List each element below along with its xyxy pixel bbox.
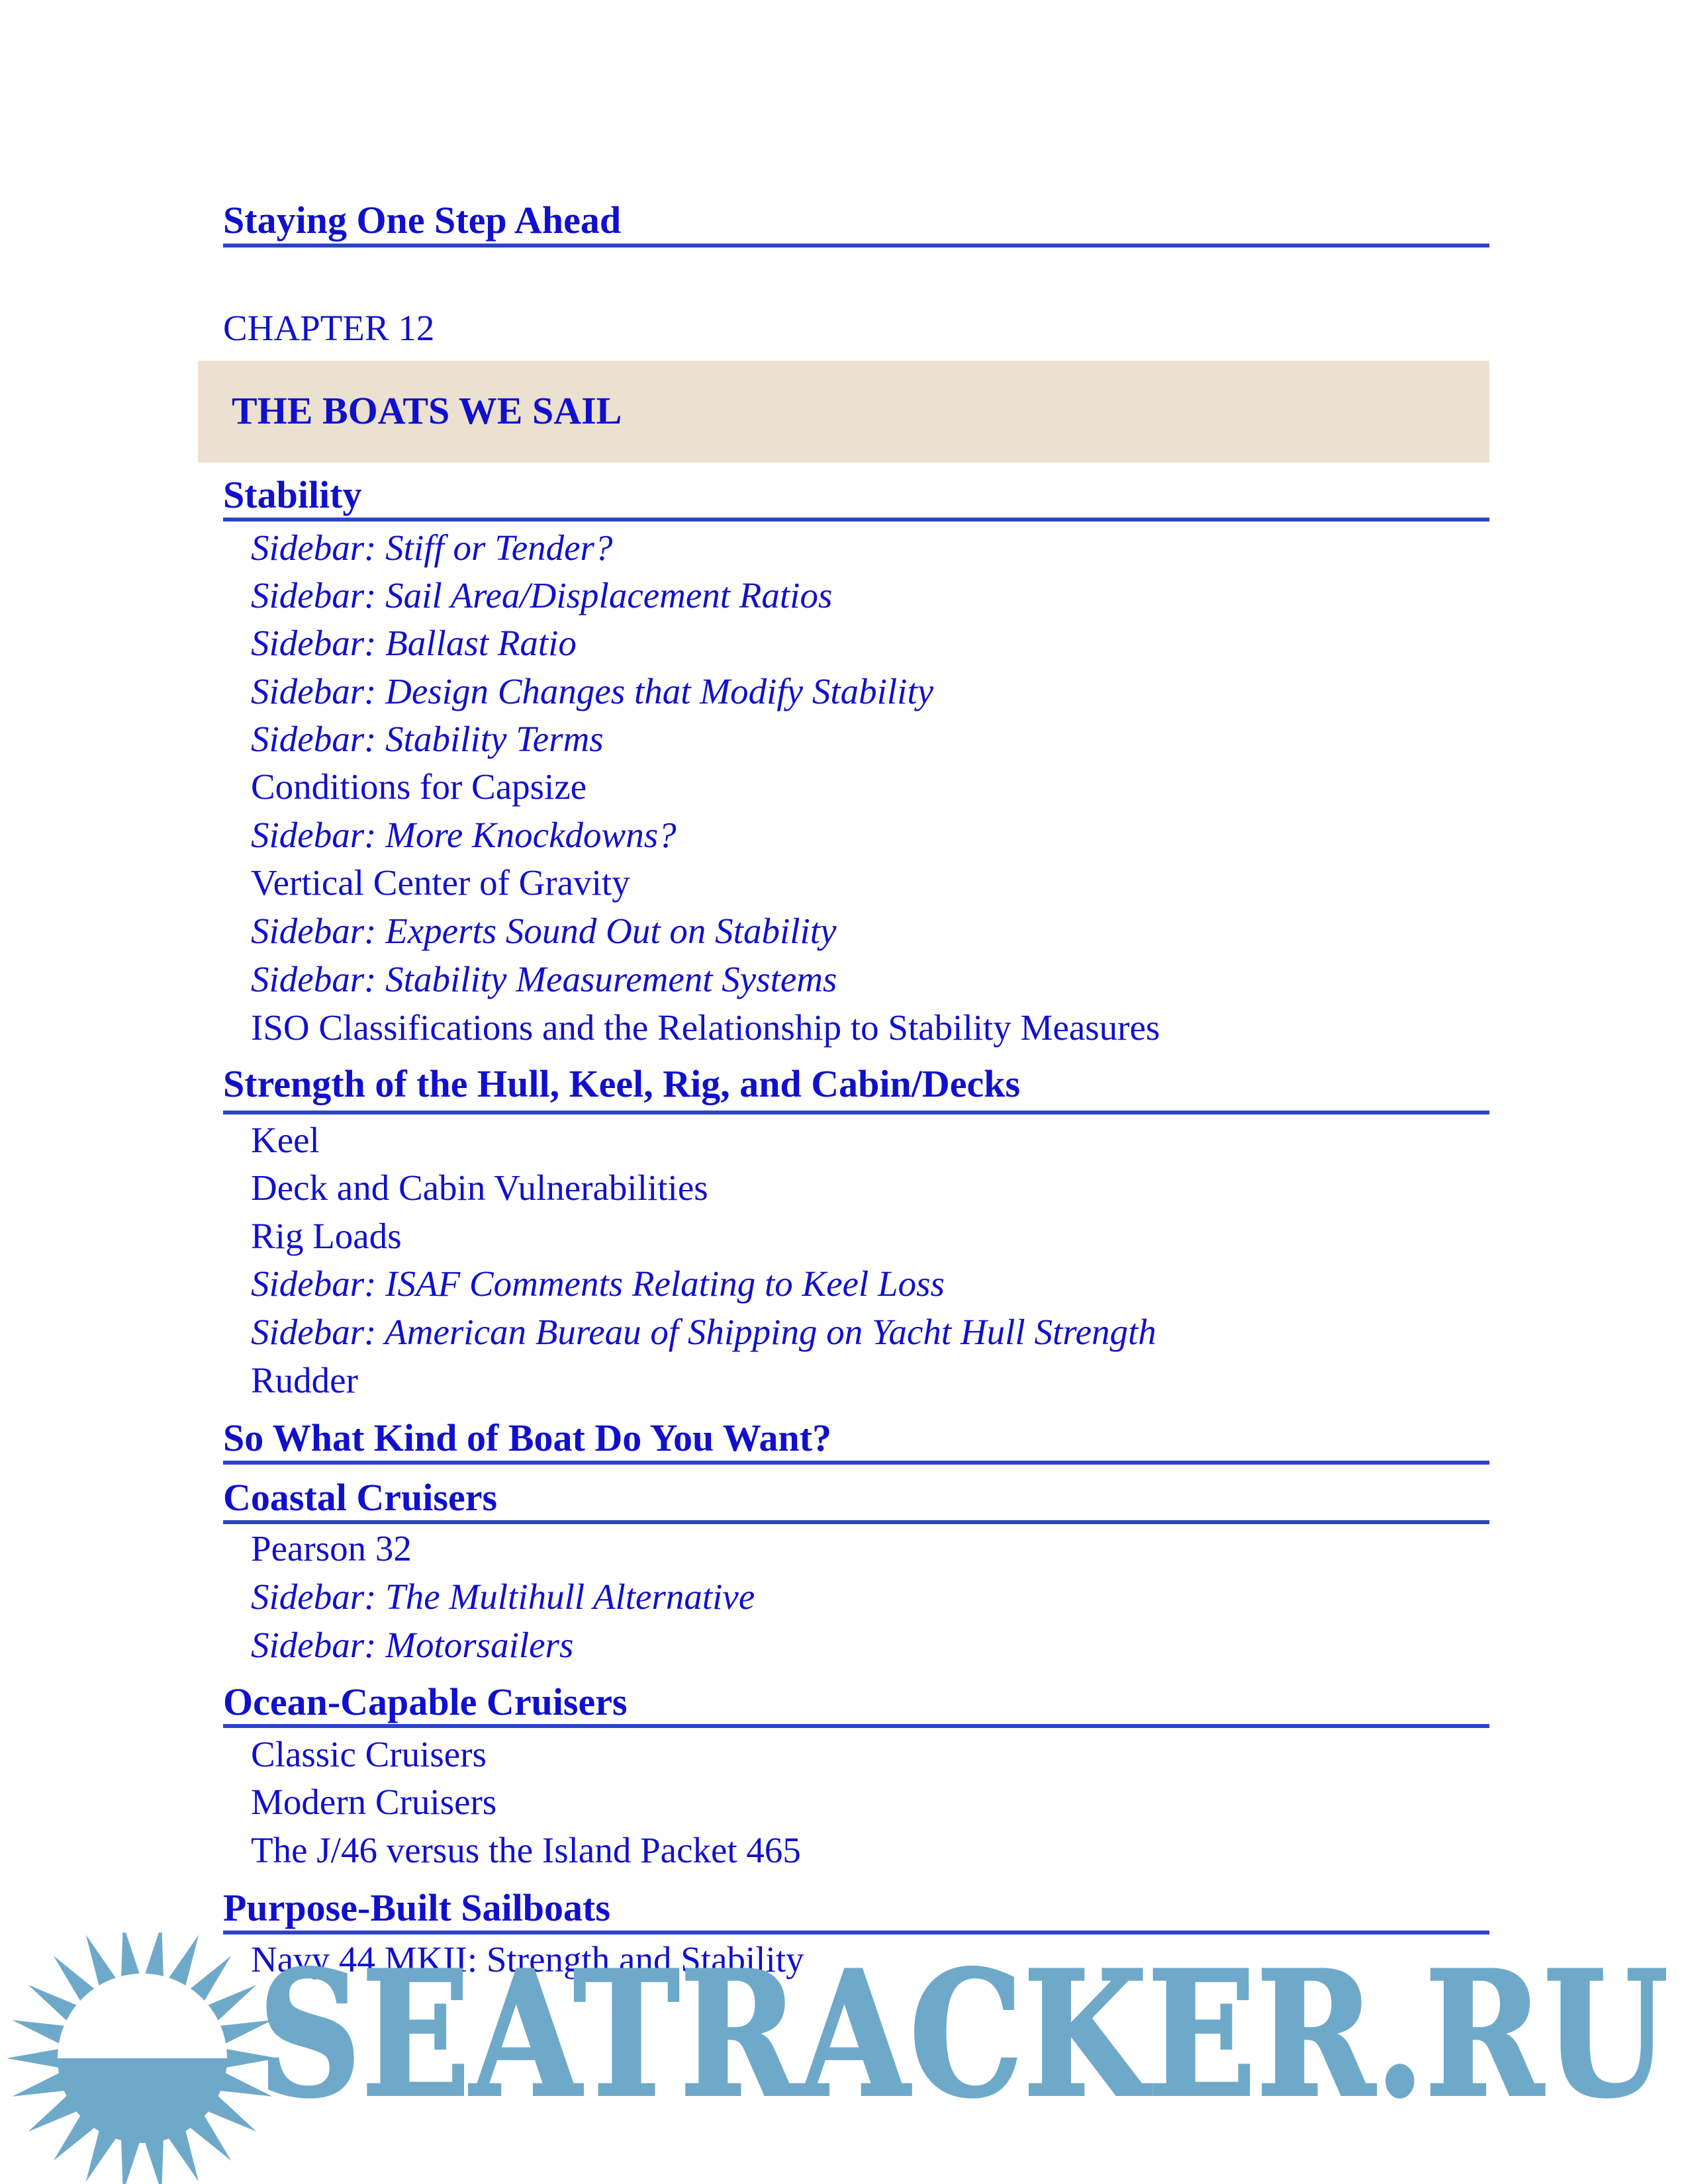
toc-item[interactable]: Sidebar: Sail Area/Displacement Ratios (251, 575, 833, 615)
heading-rule (223, 518, 1489, 522)
toc-item[interactable]: Sidebar: Stiff or Tender? (251, 527, 613, 568)
toc-heading-stability[interactable]: Stability (223, 473, 362, 516)
toc-item[interactable]: Sidebar: More Knockdowns? (251, 815, 677, 855)
chapter-label: CHAPTER 12 (223, 308, 435, 348)
toc-item[interactable]: Deck and Cabin Vulnerabilities (251, 1167, 708, 1208)
toc-heading-ocean-cruisers[interactable]: Ocean-Capable Cruisers (223, 1680, 628, 1723)
sun-ray (7, 2048, 64, 2069)
toc-item[interactable]: Vertical Center of Gravity (251, 862, 630, 903)
sun-logo-icon (7, 1933, 278, 2184)
heading-rule (223, 1520, 1489, 1524)
toc-item[interactable]: Sidebar: American Bureau of Shipping on Yacht Hull Strength (251, 1312, 1156, 1352)
heading-rule (223, 1111, 1489, 1115)
toc-item[interactable]: Keel (251, 1120, 320, 1160)
toc-item[interactable]: Rig Loads (251, 1216, 402, 1256)
toc-item[interactable]: Sidebar: ISAF Comments Relating to Keel Loss (251, 1263, 945, 1304)
heading-rule (223, 1461, 1489, 1465)
watermark (0, 1933, 1688, 2184)
section-heading: Staying One Step Ahead (223, 199, 622, 242)
toc-heading-boat-choice[interactable]: So What Kind of Boat Do You Want? (223, 1416, 832, 1459)
toc-item[interactable]: Rudder (251, 1360, 358, 1400)
toc-item[interactable]: Navy 44 MKII: Strength and Stability (251, 1939, 804, 1979)
toc-item[interactable]: Sidebar: Experts Sound Out on Stability (251, 911, 837, 951)
toc-item[interactable]: The J/46 versus the Island Packet 465 (251, 1830, 801, 1870)
toc-item[interactable]: Sidebar: The Multihull Alternative (251, 1576, 755, 1617)
toc-item[interactable]: Sidebar: Design Changes that Modify Stability (251, 671, 934, 711)
toc-item[interactable]: Modern Cruisers (251, 1782, 497, 1822)
toc-heading-coastal-cruisers[interactable]: Coastal Cruisers (223, 1476, 498, 1519)
toc-item[interactable]: Sidebar: Ballast Ratio (251, 623, 577, 663)
toc-item[interactable]: Classic Cruisers (251, 1734, 487, 1774)
toc-item[interactable]: Sidebar: Stability Measurement Systems (251, 959, 837, 999)
toc-item[interactable]: Sidebar: Stability Terms (251, 719, 604, 759)
toc-heading-strength[interactable]: Strength of the Hull, Keel, Rig, and Cabin/Decks (223, 1062, 1021, 1105)
watermark-text: SEATRACKER.RU (258, 1934, 1668, 2136)
toc-item[interactable]: Conditions for Capsize (251, 766, 587, 807)
toc-heading-purpose-built[interactable]: Purpose-Built Sailboats (223, 1886, 610, 1929)
chapter-title: THE BOATS WE SAIL (232, 389, 622, 432)
toc-item[interactable]: ISO Classifications and the Relationship to Stability Measures (251, 1007, 1160, 1048)
toc-item[interactable]: Pearson 32 (251, 1528, 412, 1569)
heading-rule (223, 1724, 1489, 1728)
heading-rule (223, 244, 1489, 248)
toc-item[interactable]: Sidebar: Motorsailers (251, 1625, 574, 1665)
